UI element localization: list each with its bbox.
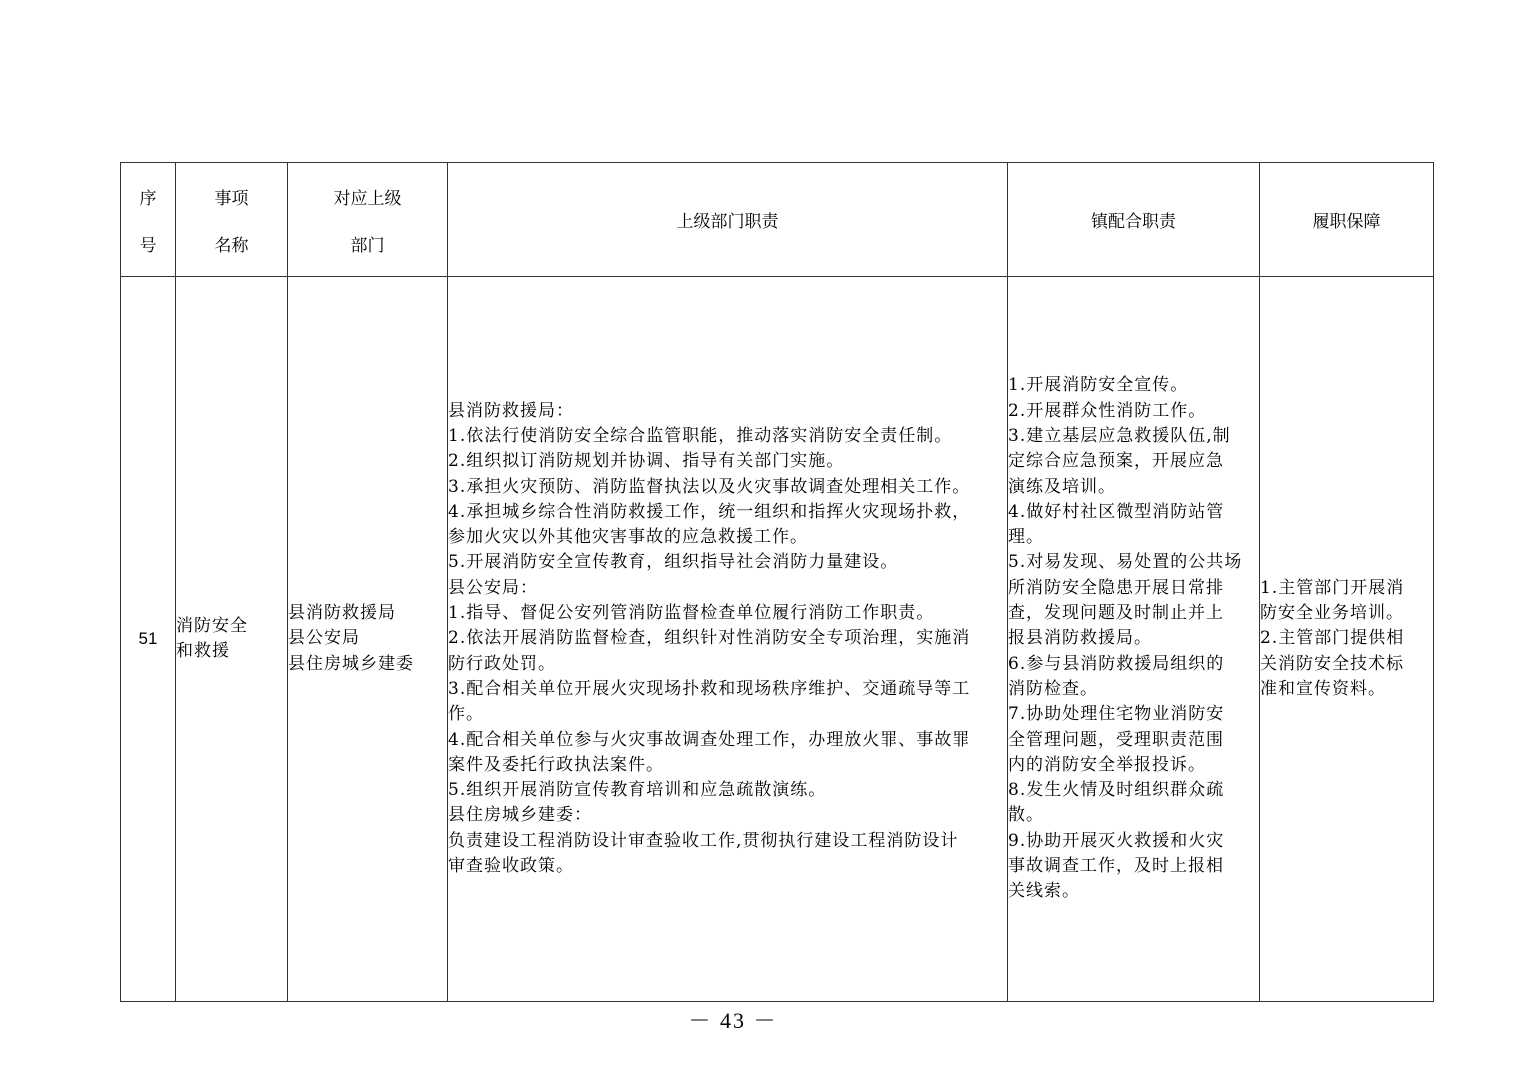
table-row <box>121 277 1434 1002</box>
department-line: 县消防救援局 <box>288 603 396 624</box>
town-duty-line: 报县消防救援局。 <box>1008 628 1152 649</box>
town-duty-line: 事故调查工作，及时上报相 <box>1008 856 1224 877</box>
guarantee-line: 防安全业务培训。 <box>1260 603 1404 624</box>
guarantees-cell <box>1260 277 1434 1002</box>
duty-table <box>120 162 1434 1002</box>
item-name-line: 消防安全 <box>176 615 248 636</box>
upper-duty-line: 4.承担城乡综合性消防救援工作，统一组织和指挥火灾现场扑救， <box>448 501 971 522</box>
header-dept-line2: 部门 <box>350 235 385 256</box>
town-duty-line: 3.建立基层应急救援队伍,制 <box>1008 425 1231 446</box>
row-number: 51 <box>121 277 176 1002</box>
upper-duty-line: 县住房城乡建委： <box>448 805 592 826</box>
upper-duty-line: 防行政处罚。 <box>448 653 556 674</box>
header-upper-duty: 上级部门职责 <box>448 163 1008 277</box>
town-duty-line: 全管理问题，受理职责范围 <box>1008 729 1224 750</box>
upper-duty-line: 5.开展消防安全宣传教育，组织指导社会消防力量建设。 <box>448 552 899 573</box>
town-duty-line: 演练及培训。 <box>1008 476 1116 497</box>
guarantee-line: 关消防安全技术标 <box>1260 653 1404 674</box>
header-seq-line1: 序 <box>139 188 157 209</box>
departments-cell <box>288 277 448 1002</box>
guarantee-line: 2.主管部门提供相 <box>1260 628 1405 649</box>
item-name-line: 和救援 <box>176 641 230 661</box>
header-dept-line1: 对应上级 <box>333 188 402 209</box>
upper-duty-line: 审查验收政策。 <box>448 856 574 877</box>
town-duty-line: 8.发生火情及时组织群众疏 <box>1008 780 1225 801</box>
upper-duty-line: 1.依法行使消防安全综合监管职能，推动落实消防安全责任制。 <box>448 425 953 446</box>
town-duty-line: 内的消防安全举报投诉。 <box>1008 754 1206 775</box>
header-item <box>176 163 288 277</box>
header-town-duty: 镇配合职责 <box>1008 163 1260 277</box>
town-duty-line: 7.协助处理住宅物业消防安 <box>1008 704 1225 725</box>
town-duties-cell <box>1008 277 1260 1002</box>
header-seq-line2: 号 <box>139 235 157 256</box>
page-number: － 43 － <box>688 1008 778 1033</box>
town-duty-line: 关线索。 <box>1008 881 1080 902</box>
header-dept <box>288 163 448 277</box>
town-duty-line: 5.对易发现、易处置的公共场 <box>1008 552 1243 573</box>
town-duty-line: 9.协助开展灭火救援和火灾 <box>1008 830 1225 851</box>
upper-duty-line: 参加火灾以外其他灾害事故的应急救援工作。 <box>448 527 808 548</box>
town-duty-line: 散。 <box>1008 805 1044 826</box>
guarantee-line: 准和宣传资料。 <box>1260 678 1386 699</box>
town-duty-line: 查，发现问题及时制止并上 <box>1008 603 1224 624</box>
upper-duty-line: 县消防救援局： <box>448 400 574 421</box>
town-duty-line: 消防检查。 <box>1008 678 1098 699</box>
upper-duty-line: 作。 <box>448 704 484 725</box>
header-item-line2: 名称 <box>214 235 249 256</box>
town-duty-line: 所消防安全隐患开展日常排 <box>1008 577 1224 598</box>
upper-duty-line: 案件及委托行政执法案件。 <box>448 754 664 775</box>
upper-duty-line: 负责建设工程消防设计审查验收工作,贯彻执行建设工程消防设计 <box>448 830 959 851</box>
header-item-line1: 事项 <box>214 188 249 209</box>
upper-duty-line: 2.组织拟订消防规划并协调、指导有关部门实施。 <box>448 451 845 472</box>
town-duty-line: 1.开展消防安全宣传。 <box>1008 375 1189 396</box>
town-duty-line: 2.开展群众性消防工作。 <box>1008 400 1207 421</box>
town-duty-line: 定综合应急预案，开展应急 <box>1008 451 1224 472</box>
upper-duty-line: 5.组织开展消防宣传教育培训和应急疏散演练。 <box>448 780 827 801</box>
upper-duty-line: 4.配合相关单位参与火灾事故调查处理工作，办理放火罪、事故罪 <box>448 729 971 750</box>
upper-duty-line: 3.承担火灾预防、消防监督执法以及火灾事故调查处理相关工作。 <box>448 476 971 497</box>
header-guarantee: 履职保障 <box>1260 163 1434 277</box>
upper-duty-line: 2.依法开展消防监督检查，组织针对性消防安全专项治理，实施消 <box>448 628 971 649</box>
town-duty-line: 6.参与县消防救援局组织的 <box>1008 653 1225 674</box>
table-header-row <box>121 163 1434 277</box>
town-duty-line: 4.做好村社区微型消防站管 <box>1008 501 1225 522</box>
upper-duty-line: 1.指导、督促公安列管消防监督检查单位履行消防工作职责。 <box>448 603 935 624</box>
header-seq <box>121 163 176 277</box>
department-line: 县公安局 <box>288 628 360 649</box>
upper-duty-line: 县公安局： <box>448 577 538 598</box>
upper-duty-line: 3.配合相关单位开展火灾现场扑救和现场秩序维护、交通疏导等工 <box>448 678 971 699</box>
upper-duties-cell <box>448 277 1008 1002</box>
department-line: 县住房城乡建委 <box>288 653 414 674</box>
item-name-cell <box>176 277 288 1002</box>
town-duty-line: 理。 <box>1008 527 1044 548</box>
guarantee-line: 1.主管部门开展消 <box>1260 577 1405 598</box>
